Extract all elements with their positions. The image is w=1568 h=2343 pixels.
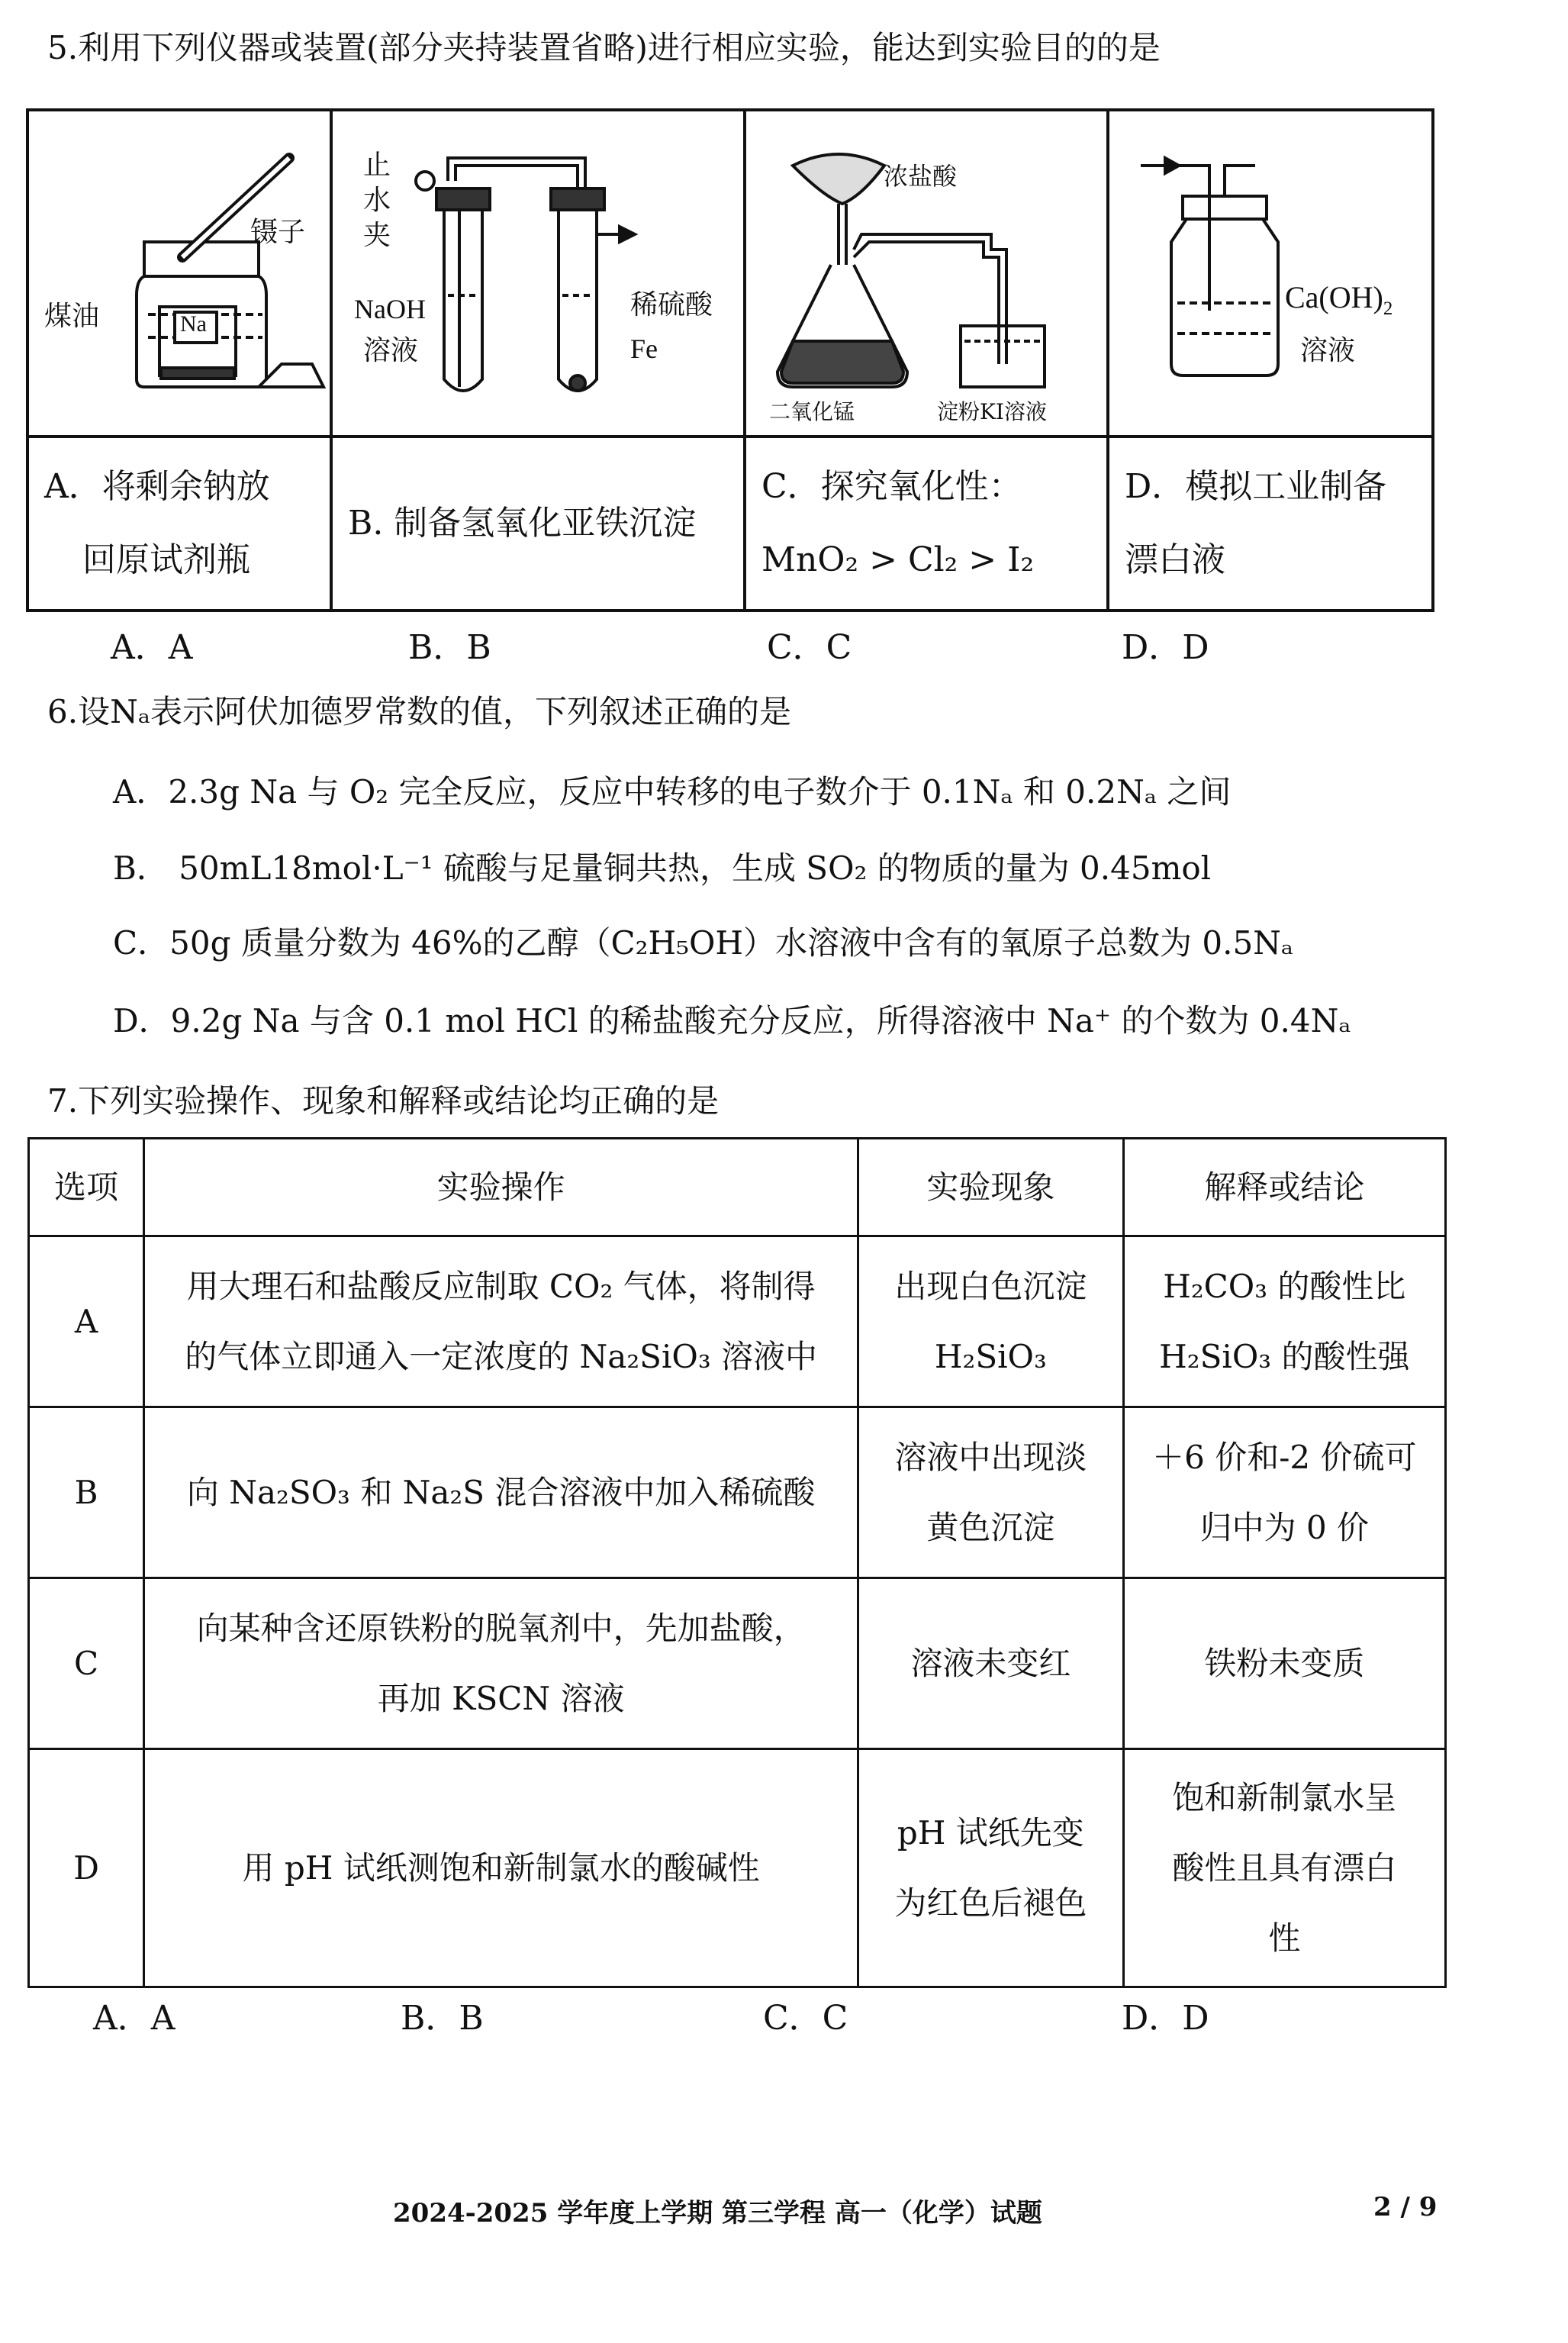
figure-c-cell [745,110,1108,437]
figure-b-cell [331,110,745,437]
page-number: 2 / 9 [1373,2192,1438,2222]
gas-washing-bottle-figure [1110,112,1431,434]
row-operation: 用大理石和盐酸反应制取 CO₂ 气体，将制得 的气体立即通入一定浓度的 Na₂SiO₃ 溶液中 [144,1236,858,1407]
row-operation: 向某种含还原铁粉的脱氧剂中，先加盐酸， 再加 KSCN 溶液 [144,1578,858,1749]
caption-d: D．模拟工业制备 漂白液 [1108,437,1433,611]
caption-c: C．探究氧化性： MnO₂ > Cl₂ > I₂ [745,437,1108,611]
q6-option-b[interactable]: B． 50mL18mol·L⁻¹ 硫酸与足量铜共热，生成 SO₂ 的物质的量为 0.45mol [113,849,1212,887]
dilute-sulfuric-acid-label: 稀硫酸 [630,289,713,321]
header-conclusion: 解释或结论 [1123,1139,1445,1236]
figure-a-cell [27,110,331,437]
na-label: Na [180,311,207,337]
row-phenomenon: 溶液中出现淡 黄色沉淀 [858,1407,1124,1578]
table-row [29,1236,1446,1407]
q5-answer-a[interactable]: A．A [111,628,193,667]
table-row [29,1407,1446,1578]
row-operation: 用 pH 试纸测饱和新制氯水的酸碱性 [144,1749,858,1987]
row-conclusion: ＋6 价和-2 价硫可 归中为 0 价 [1123,1407,1445,1578]
conc-hcl-label: 浓盐酸 [884,162,958,191]
q7-answer-a[interactable]: A．A [93,1999,175,2038]
row-option: D [29,1749,144,1987]
q5-answer-d[interactable]: D．D [1122,628,1209,667]
caption-b: B. 制备氢氧化亚铁沉淀 [331,437,745,611]
mno2-label: 二氧化锰 [769,399,855,424]
kerosene-bottle-figure [30,112,329,434]
row-phenomenon: pH 试纸先变 为红色后褪色 [858,1749,1124,1987]
q7-answer-b[interactable]: B．B [401,1999,484,2038]
clamp-label-3: 夹 [363,220,391,251]
row-phenomenon: 出现白色沉淀 H₂SiO₃ [858,1236,1124,1407]
table-row [29,1749,1446,1987]
q6-option-a[interactable]: A．2.3g Na 与 O₂ 完全反应，反应中转移的电子数介于 0.1Nₐ 和 0.2Nₐ 之间 [113,773,1232,811]
row-conclusion: 铁粉未变质 [1123,1578,1445,1749]
q7-answer-c[interactable]: C．C [763,1999,848,2038]
footer-title: 2024-2025 学年度上学期 第三学程 高一（化学）试题 [393,2198,1042,2229]
table-row [29,1578,1446,1749]
row-option: A [29,1236,144,1407]
naoh-solution-label: 溶液 [363,335,419,366]
q7-header-row [29,1139,1446,1236]
header-operation: 实验操作 [144,1139,858,1236]
caption-a: A．将剩余钠放 回原试剂瓶 [27,437,331,611]
row-conclusion: H₂CO₃ 的酸性比 H₂SiO₃ 的酸性强 [1123,1236,1445,1407]
row-conclusion: 饱和新制氯水呈 酸性且具有漂白 性 [1123,1749,1445,1987]
q7-table [27,1137,1447,1988]
q6-option-d[interactable]: D．9.2g Na 与含 0.1 mol HCl 的稀盐酸充分反应，所得溶液中 Na⁺ 的个数为 0.4Nₐ [113,1002,1351,1039]
figure-d-cell [1108,110,1433,437]
q6-stem: 6.设Nₐ表示阿伏加德罗常数的值，下列叙述正确的是 [47,693,792,730]
naoh-label: NaOH [354,294,426,324]
clamp-label-1: 止 [363,150,391,181]
row-operation: 向 Na₂SO₃ 和 Na₂S 混合溶液中加入稀硫酸 [144,1407,858,1578]
ferrous-hydroxide-apparatus [333,112,742,434]
q5-stem: 5.利用下列仪器或装置(部分夹持装置省略)进行相应实验，能达到实验目的的是 [47,29,1161,66]
row-option: C [29,1578,144,1749]
q5-table [26,108,1434,612]
clamp-label-2: 水 [363,185,391,216]
q5-answer-b[interactable]: B．B [408,628,491,667]
q7-stem: 7.下列实验操作、现象和解释或结论均正确的是 [47,1082,720,1120]
starch-ki-label: 淀粉KI溶液 [937,399,1047,424]
caoh2-label: $Ca(OH)_2$ [1285,280,1393,319]
header-phenomenon: 实验现象 [858,1139,1124,1236]
tweezers-label: 镊子 [250,217,306,248]
kerosene-label: 煤油 [44,301,100,332]
caoh2-solution-label: 溶液 [1300,335,1356,366]
q7-answer-d[interactable]: D．D [1122,1999,1209,2038]
fe-label: Fe [630,334,658,364]
header-option: 选项 [29,1139,144,1236]
q5-answer-c[interactable]: C．C [767,628,852,667]
row-option: B [29,1407,144,1578]
q6-option-c[interactable]: C．50g 质量分数为 46%的乙醇（C₂H₅OH）水溶液中含有的氧原子总数为 0.5Nₐ [113,924,1294,962]
row-phenomenon: 溶液未变红 [858,1578,1124,1749]
